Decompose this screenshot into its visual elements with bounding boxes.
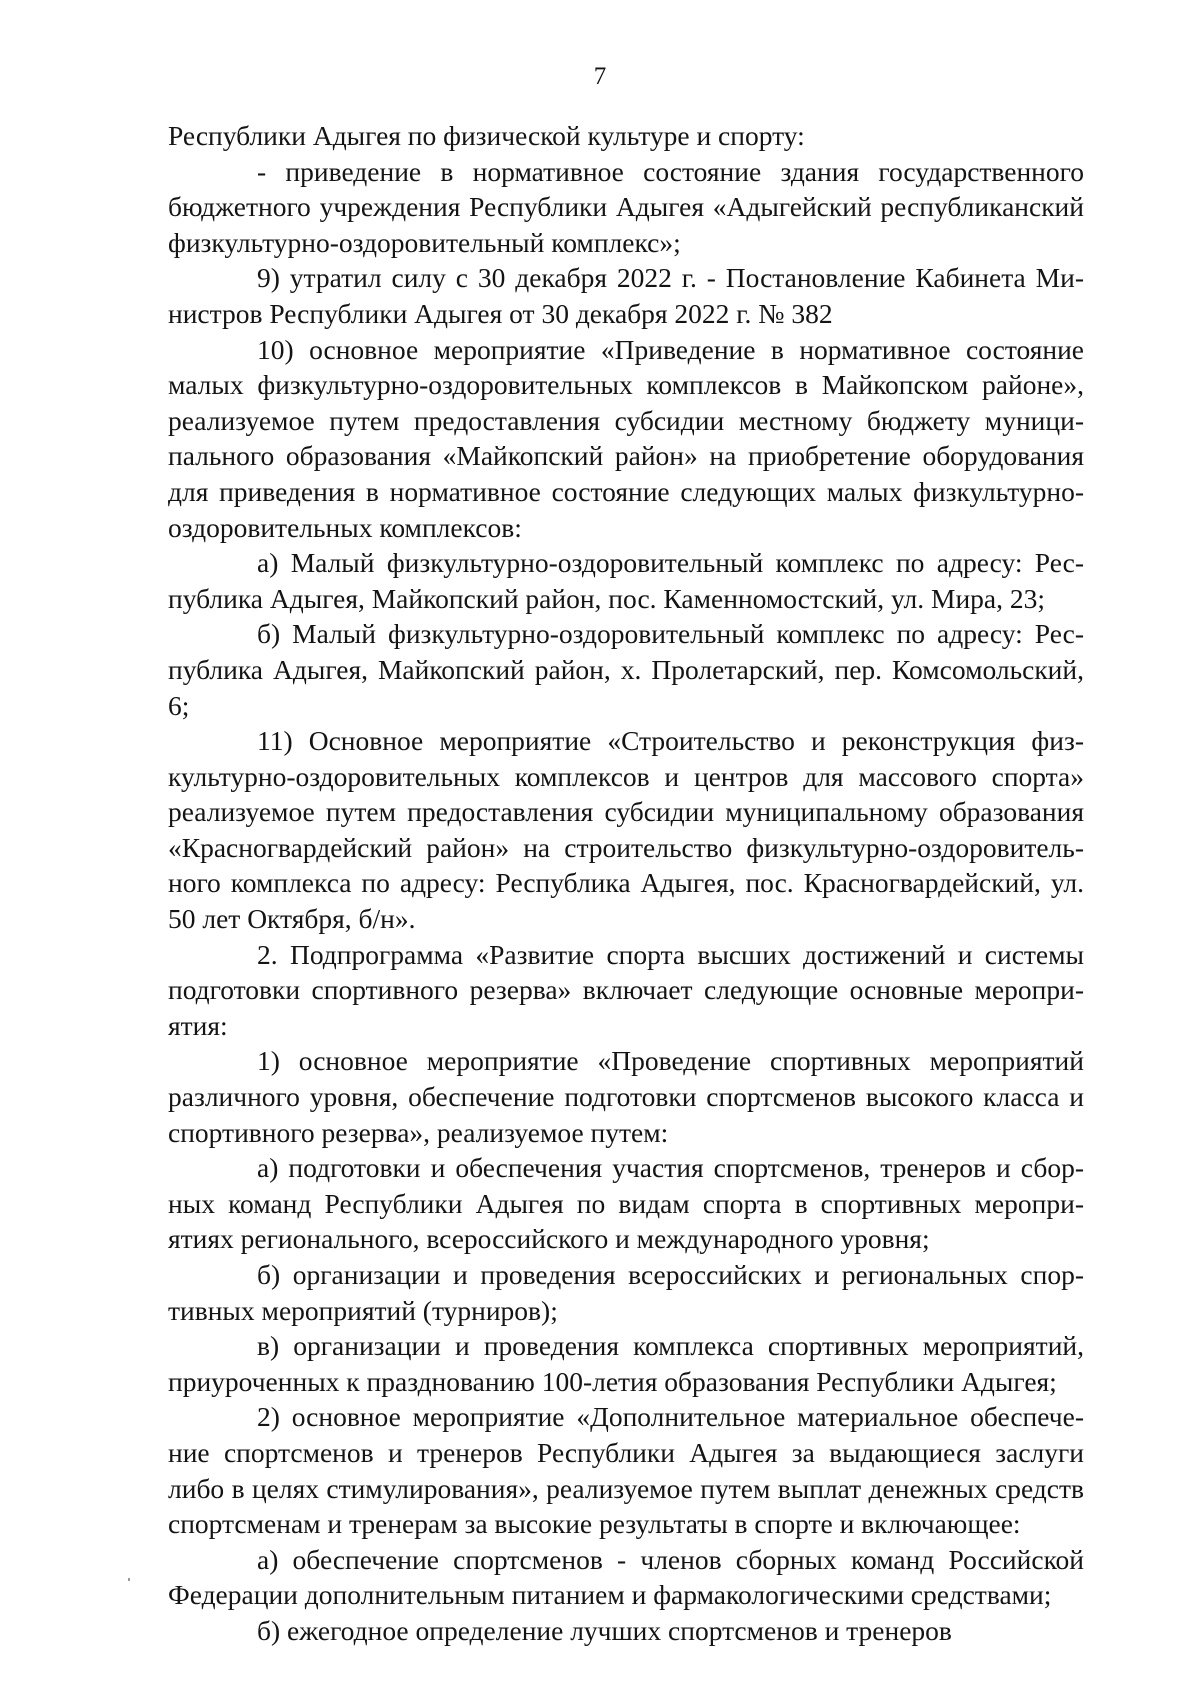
document-body	[168, 118, 1084, 1649]
paragraph-item-10: 10) основное мероприятие «Приведение в нормативное состояние малых физкультурно-оздоровительных комплексов в Майкопском районе», реализуемое путем предоставления субсидии местному бюджету муниципального образования «Майкопский район» на приобретение оборудования для приведения в нормативное состояние следующих малых физкультурно-оздоровительных комплексов:	[168, 333, 1084, 543]
paragraph-sub2-item-1: 1) основное мероприятие «Проведение спортивных мероприятий различного уровня, обеспечение подготовки спортсменов высокого класса и спортивного резерва», реализуемое путем:	[168, 1045, 1084, 1148]
paragraph-building-renovation: - приведение в нормативное состояние здания государственного бюджетного учреждения Республики Адыгея «Адыгейский республиканский физкультурно-оздоровительный комплекс»;	[168, 155, 1084, 258]
paragraph-sub2-item-1a: а) подготовки и обеспечения участия спортсменов, тренеров и сборных команд Республики Адыгея по видам спорта в спортивных мероприятиях регионального, всероссийского и международного уровня;	[168, 1152, 1084, 1255]
paragraph-sub2-item-1b: б) организации и проведения всероссийских и региональных спортивных мероприятий (турниров);	[168, 1259, 1084, 1326]
paragraph-sub2-item-1c: в) организации и проведения комплекса спортивных мероприятий, приуроченных к празднованию 100-летия образования Республики Адыгея;	[168, 1330, 1084, 1397]
paragraph-sub2-item-2a: а) обеспечение спортсменов - членов сборных команд Российской Федерации дополнительным питанием и фармакологическими средствами;	[168, 1543, 1084, 1611]
paragraph-item-11: 11) Основное мероприятие «Строительство и реконструкция физкультурно-оздоровительных комплексов и центров для массового спорта» реализуемое путем предоставления субсидии муниципальному образования «Красногвардейский район» на строительство физкультурно-оздоровительного комплекса по адресу: Республика Адыгея, пос. Красногвардейский, ул. 50 лет Октября, б/н».	[168, 725, 1084, 935]
paragraph-sub2-item-2: 2) основное мероприятие «Дополнительное материальное обеспечение спортсменов и тренеров Республики Адыгея за выдающиеся заслуги либо в целях стимулирования», реализуемое путем выплат денежных средств спортсменам и тренерам за высокие результаты в спорте и включающее:	[168, 1401, 1084, 1540]
paragraph-item-9-repealed: 9) утратил силу с 30 декабря 2022 г. - Постановление Кабинета Министров Республики Адыгея от 30 декабря 2022 г. № 382	[168, 262, 1084, 329]
paragraph-subprogram-2: 2. Подпрограмма «Развитие спорта высших достижений и системы подготовки спортивного резерва» включает следующие основные мероприятия:	[168, 938, 1084, 1041]
page-number: 7	[593, 63, 607, 90]
paragraph-continuation: Республики Адыгея по физической культуре и спорту:	[168, 120, 805, 151]
scan-speck	[128, 1578, 130, 1581]
paragraph-item-10b: б) Малый физкультурно-оздоровительный комплекс по адресу: Республика Адыгея, Майкопский район, х. Пролетарский, пер. Комсомольский, 6;	[168, 618, 1084, 721]
paragraph-sub2-item-2b: б) ежегодное определение лучших спортсменов и тренеров	[257, 1614, 952, 1646]
paragraph-item-10a: а) Малый физкультурно-оздоровительный комплекс по адресу: Республика Адыгея, Майкопский район, пос. Каменномостский, ул. Мира, 23;	[168, 547, 1084, 614]
